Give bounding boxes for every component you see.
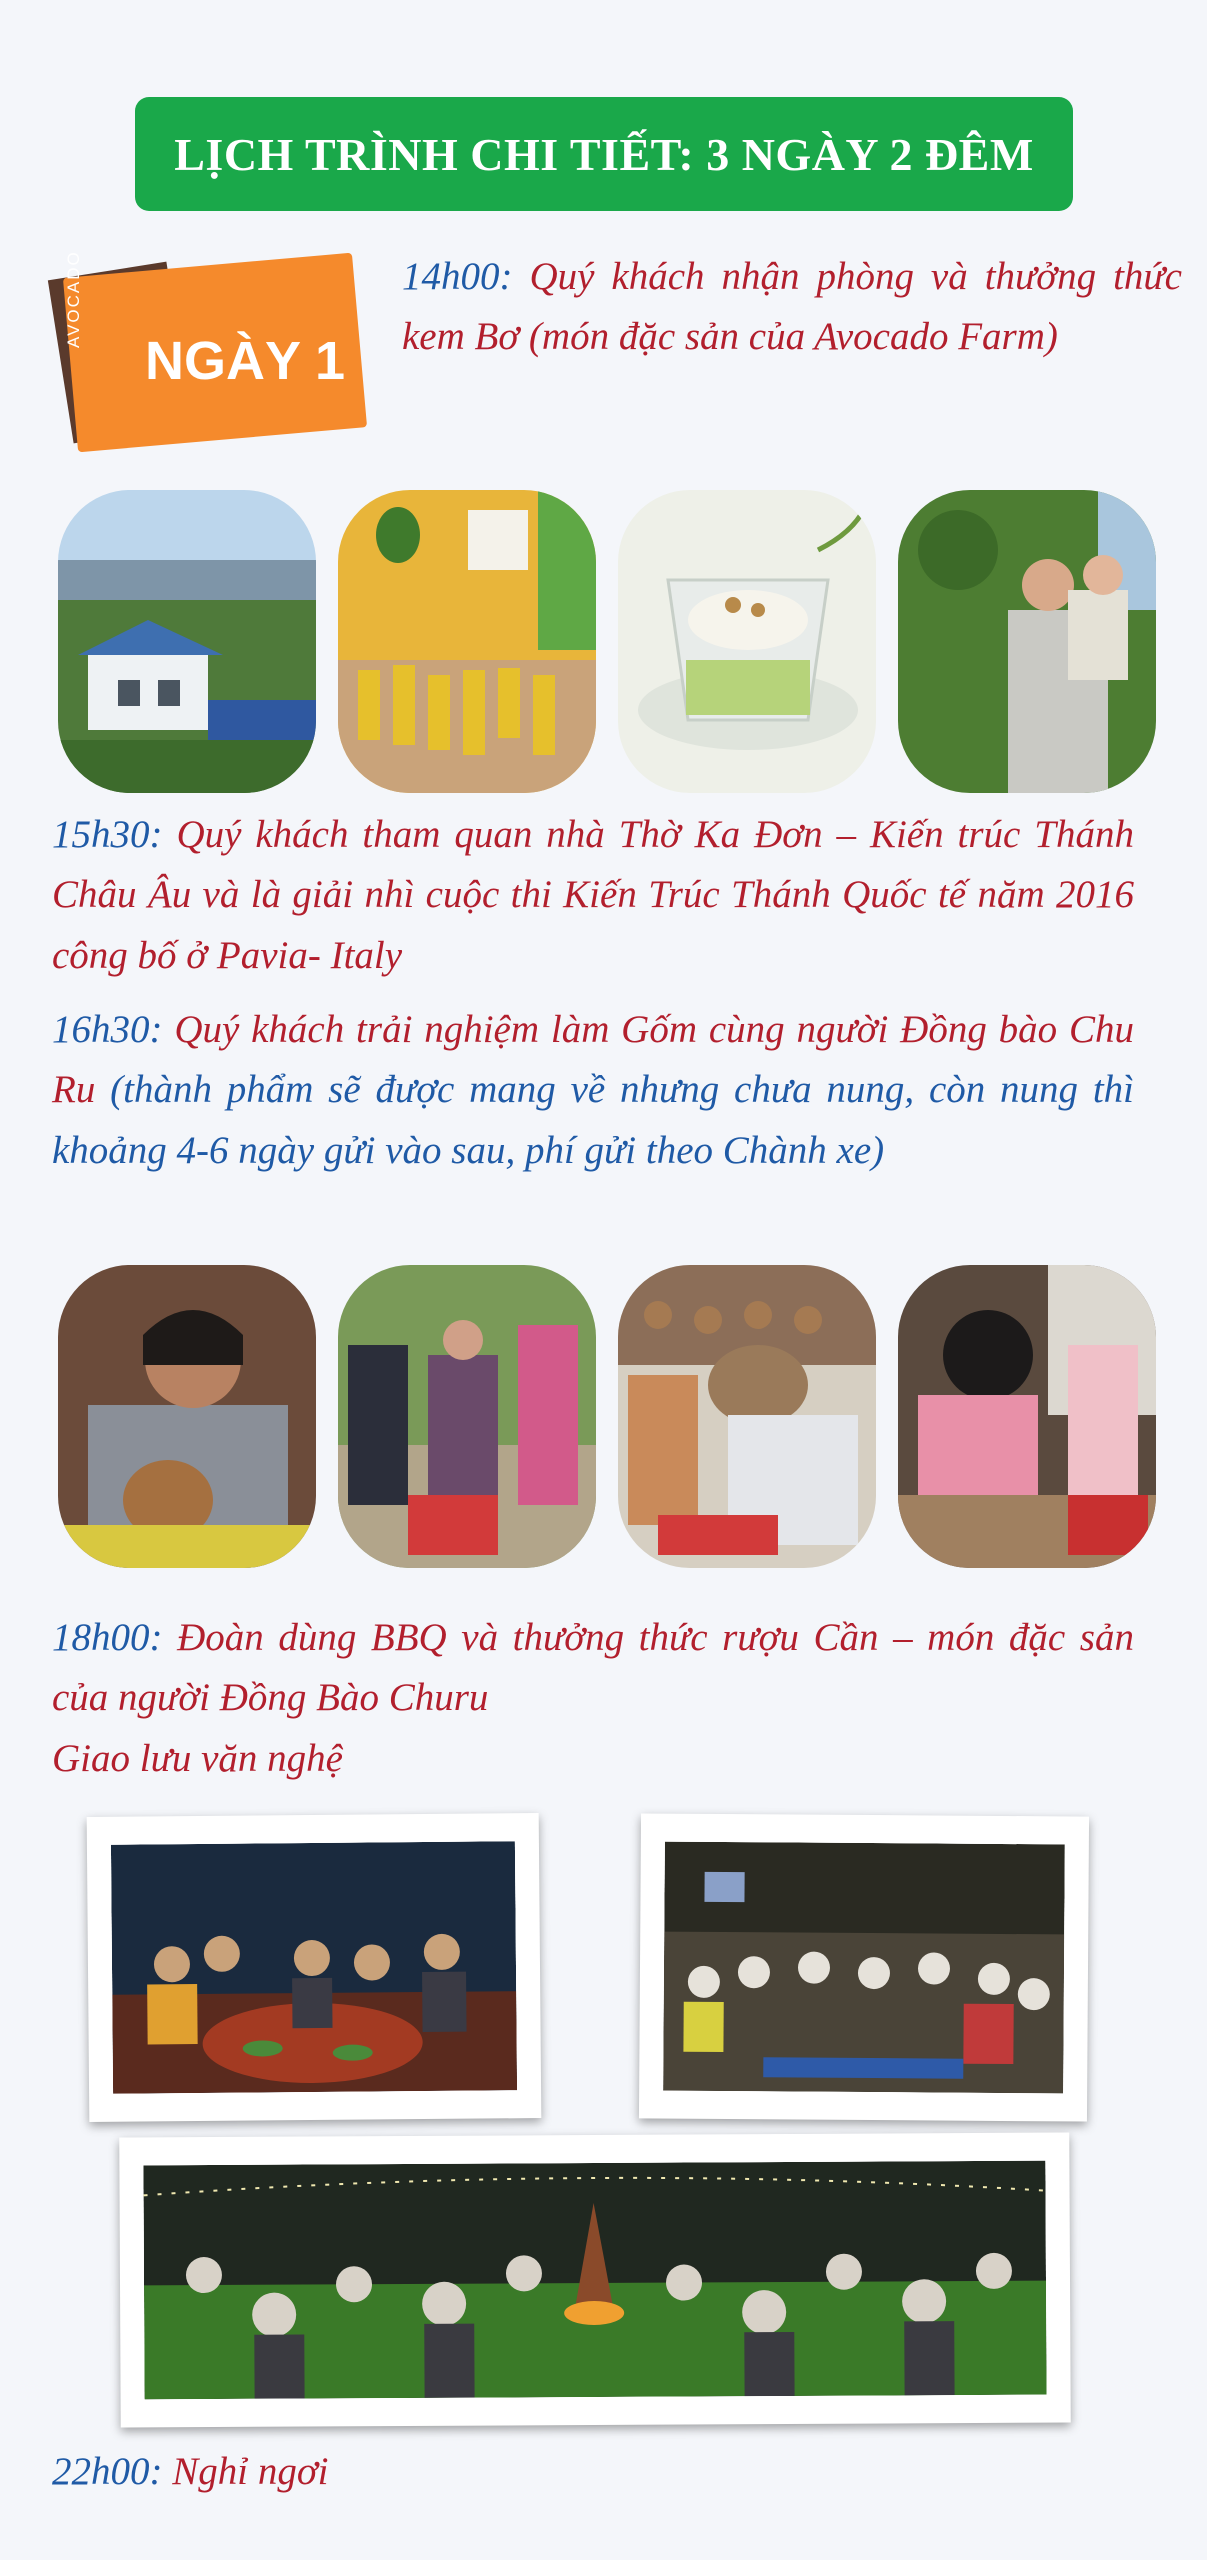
- schedule-item-1530: [52, 805, 1134, 986]
- schedule-item-1400: [402, 247, 1182, 368]
- day-badge: [50, 250, 370, 455]
- photo-pottery-workshop: [618, 1265, 876, 1568]
- badge-brand: AVOCADO: [64, 250, 83, 348]
- time-1800: 18h00:: [52, 1616, 163, 1659]
- photo-women-pottery: [338, 1265, 596, 1568]
- photo-row-pottery: [58, 1265, 1156, 1568]
- photo-campfire-night: [119, 2133, 1071, 2428]
- photo-bbq-group: [87, 1813, 542, 2122]
- extra-1800: Giao lưu văn nghệ: [52, 1736, 343, 1780]
- photo-girls-clay: [898, 1265, 1156, 1568]
- photo-landscape-house: [58, 490, 316, 793]
- time-1630: 16h30:: [52, 1008, 163, 1051]
- photo-dinner-crowd: [639, 1813, 1089, 2121]
- text-1630: Quý khách trải nghiệm làm Gốm cùng người Đồng bào Chu Ru: [52, 1008, 1134, 1112]
- text-1400: Quý khách nhận phòng và thưởng thức kem Bơ (món đặc sản của Avocado Farm): [402, 255, 1182, 359]
- badge-day-label: NGÀY 1: [144, 331, 346, 391]
- itinerary-title: LỊCH TRÌNH CHI TIẾT: 3 NGÀY 2 ĐÊM: [135, 97, 1073, 211]
- photo-man-child-avocado-tree: [898, 490, 1156, 793]
- photo-row-farm: [58, 490, 1156, 793]
- note-1630: (thành phẩm sẽ được mang về nhưng chưa nung, còn nung thì khoảng 4-6 ngày gửi vào sau, phí gửi theo Chành xe): [52, 1068, 1134, 1172]
- time-1400: 14h00:: [402, 255, 513, 298]
- time-1530: 15h30:: [52, 813, 163, 856]
- text-1800: Đoàn dùng BBQ và thưởng thức rượu Cần – món đặc sản của người Đồng Bào Churu: [52, 1616, 1134, 1720]
- schedule-item-2200: [52, 2442, 1134, 2502]
- text-1530: Quý khách tham quan nhà Thờ Ka Đơn – Kiến trúc Thánh Châu Âu và là giải nhì cuộc thi Kiến Trúc Thánh Quốc tế năm 2016 công bố ở Pavia- Italy: [52, 813, 1134, 977]
- photo-girl-pottery: [58, 1265, 316, 1568]
- time-2200: 22h00:: [52, 2450, 163, 2493]
- photo-avocado-icecream: [618, 490, 876, 793]
- photo-yellow-performers: [338, 490, 596, 793]
- schedule-item-1800: [52, 1608, 1134, 1789]
- schedule-item-1630: [52, 1000, 1134, 1181]
- text-2200: Nghỉ ngơi: [172, 2450, 329, 2493]
